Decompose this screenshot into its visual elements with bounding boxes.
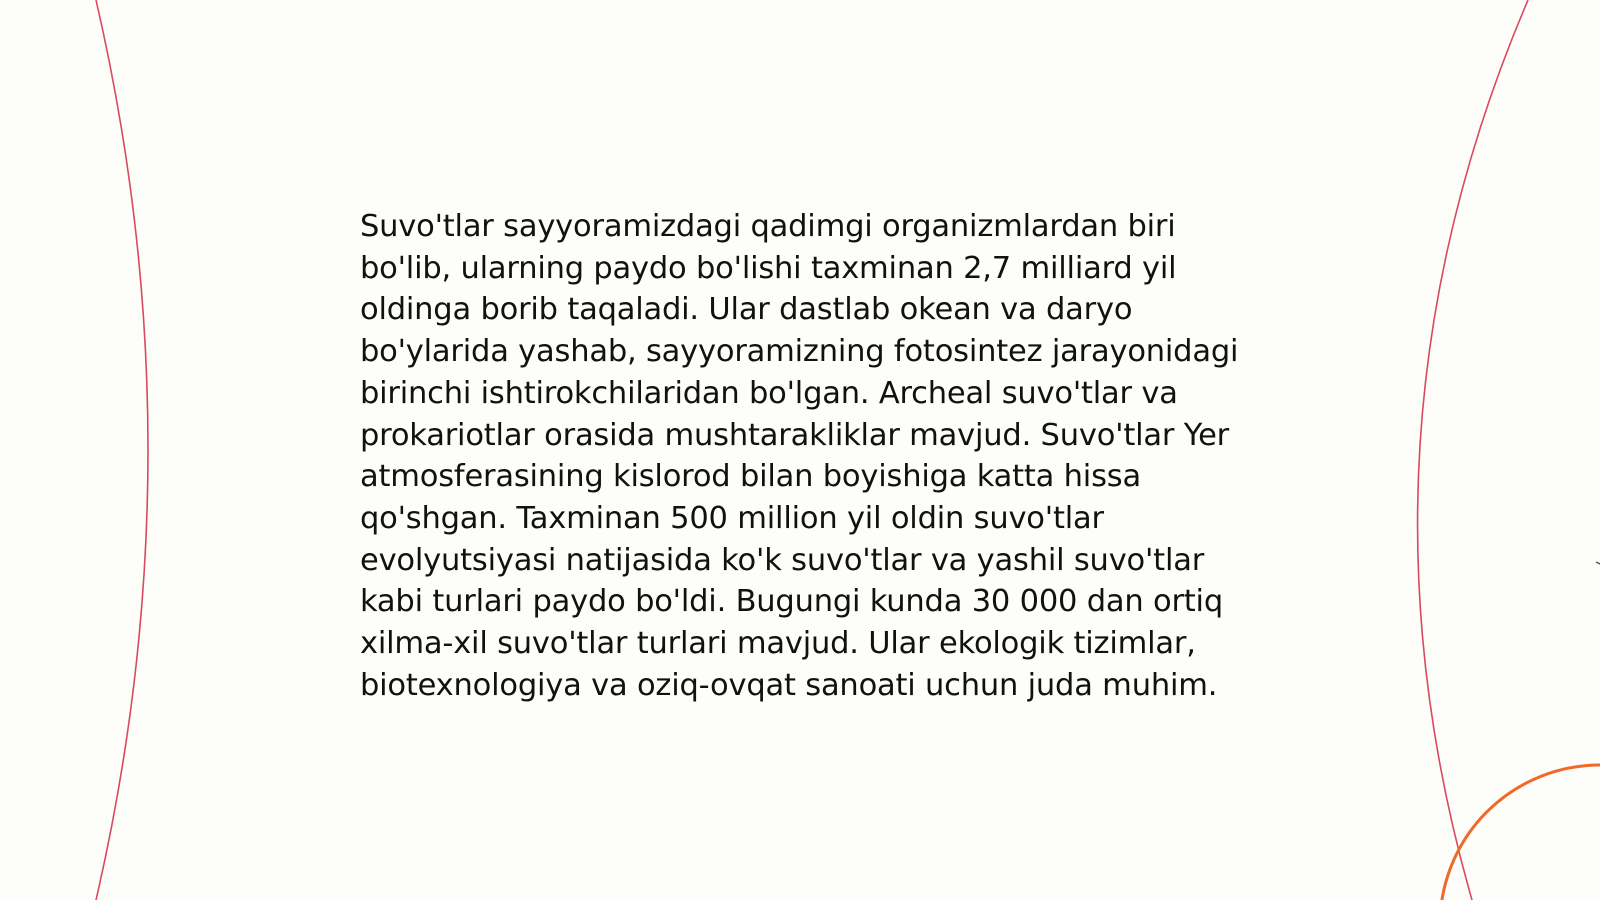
right-curve-line bbox=[1418, 0, 1528, 900]
right-edge-tick bbox=[1596, 562, 1600, 564]
accent-arc-shape bbox=[1440, 765, 1600, 900]
left-curve-line bbox=[96, 0, 148, 900]
body-paragraph: Suvo'tlar sayyoramizdagi qadimgi organizmlardan biri bo'lib, ularning paydo bo'lishi taxminan 2,7 milliard yil oldinga borib taqaladi. Ular dastlab okean va daryo bo'ylarida yashab, sayyoramizning fotosintez jarayonidagi birinchi ishtirokchilaridan bo'lgan. Archeal suvo'tlar va prokariotlar orasida mushtarakliklar mavjud. Suvo'tlar Yer atmosferasining kislorod bilan boyishiga katta hissa qo'shgan. Taxminan 500 million yil oldin suvo'tlar evolyutsiyasi natijasida ko'k suvo'tlar va yashil suvo'tlar kabi turlari paydo bo'ldi. Bugungi kunda 30 000 dan ortiq xilma-xil suvo'tlar turlari mavjud. Ular ekologik tizimlar, biotexnologiya va oziq-ovqat sanoati uchun juda muhim. bbox=[360, 209, 1239, 703]
